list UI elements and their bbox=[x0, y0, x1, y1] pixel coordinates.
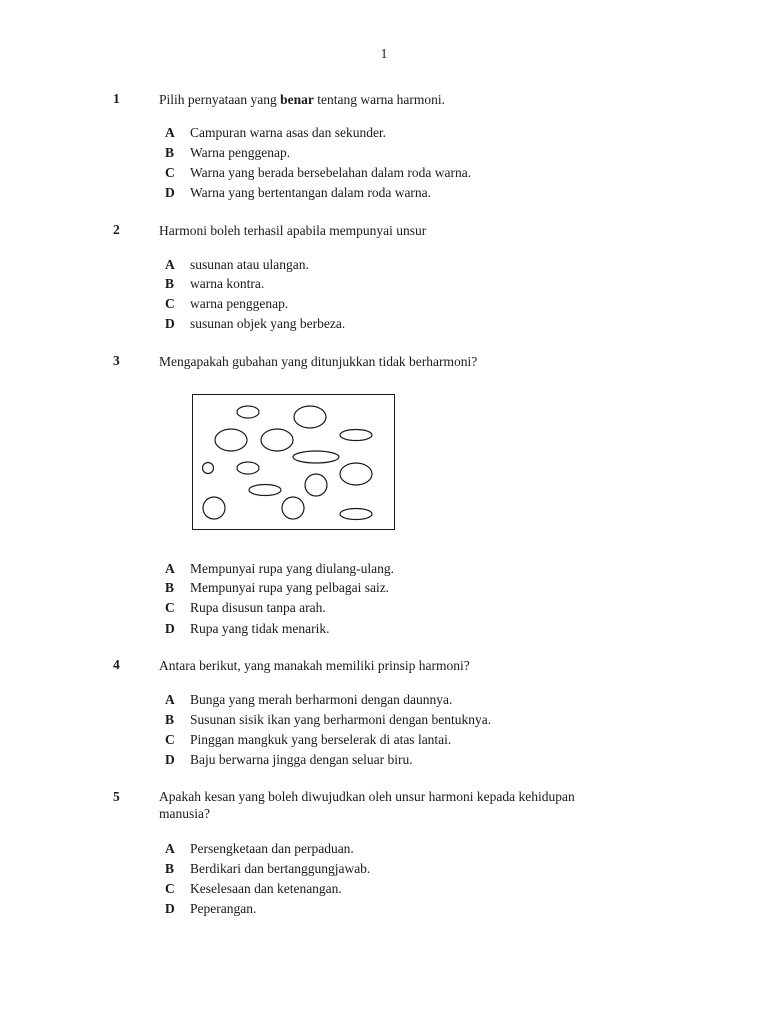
ellipse-shape bbox=[294, 406, 326, 428]
option-letter: A bbox=[165, 841, 175, 856]
question-number: 5 bbox=[113, 789, 120, 804]
option-letter: D bbox=[165, 752, 175, 767]
option-text: Campuran warna asas dan sekunder. bbox=[190, 125, 387, 140]
option-text: Susunan sisik ikan yang berharmoni dengan bentuknya. bbox=[190, 712, 492, 727]
option-text: Warna penggenap. bbox=[190, 145, 291, 160]
option-letter: D bbox=[165, 185, 175, 200]
option-2d[interactable] bbox=[0, 316, 768, 336]
question-stem bbox=[159, 91, 639, 109]
option-3d[interactable] bbox=[0, 621, 768, 641]
option-text: susunan atau ulangan. bbox=[190, 257, 309, 272]
option-letter: B bbox=[165, 276, 175, 291]
option-5b[interactable] bbox=[0, 861, 768, 881]
ellipse-shape bbox=[237, 462, 259, 474]
option-5d[interactable] bbox=[0, 901, 768, 921]
option-letter: A bbox=[165, 257, 175, 272]
question-stem: Antara berikut, yang manakah memiliki prinsip harmoni? bbox=[159, 658, 470, 673]
ellipse-shape bbox=[340, 463, 372, 485]
option-text: susunan objek yang berbeza. bbox=[190, 316, 346, 331]
option-4d[interactable] bbox=[0, 752, 768, 772]
option-text: warna penggenap. bbox=[190, 296, 289, 311]
question-number: 1 bbox=[113, 91, 120, 106]
option-letter: B bbox=[165, 145, 175, 160]
option-letter: A bbox=[165, 692, 175, 707]
option-2b[interactable] bbox=[0, 276, 768, 296]
option-text: Warna yang berada bersebelahan dalam roda warna. bbox=[190, 165, 472, 180]
question-number: 2 bbox=[113, 222, 120, 237]
option-letter: B bbox=[165, 580, 175, 595]
option-text: Mempunyai rupa yang diulang-ulang. bbox=[190, 561, 394, 576]
option-text: Pinggan mangkuk yang berselerak di atas lantai. bbox=[190, 732, 452, 747]
option-letter: D bbox=[165, 621, 175, 636]
option-5c[interactable] bbox=[0, 881, 768, 901]
stem-emphasis: benar bbox=[280, 92, 314, 107]
option-1c[interactable] bbox=[0, 165, 768, 185]
ellipse-shape bbox=[249, 485, 281, 496]
option-letter: D bbox=[165, 316, 175, 331]
ellipse-shape bbox=[293, 451, 339, 463]
option-3c[interactable] bbox=[0, 600, 768, 620]
option-text: Warna yang bertentangan dalam roda warna. bbox=[190, 185, 432, 200]
question-stem: Mengapakah gubahan yang ditunjukkan tidak berharmoni? bbox=[159, 354, 478, 369]
option-3a[interactable] bbox=[0, 561, 768, 581]
option-text: Mempunyai rupa yang pelbagai saiz. bbox=[190, 580, 390, 595]
option-letter: C bbox=[165, 600, 175, 615]
circle-shape bbox=[203, 497, 225, 519]
circle-shape bbox=[203, 463, 214, 474]
option-letter: B bbox=[165, 712, 175, 727]
option-2c[interactable] bbox=[0, 296, 768, 316]
question-stem: Harmoni boleh terhasil apabila mempunyai unsur bbox=[159, 223, 427, 238]
question-number: 4 bbox=[113, 657, 120, 672]
stem-text: tentang warna harmoni. bbox=[313, 92, 446, 107]
stem-text: Pilih pernyataan yang bbox=[159, 92, 281, 107]
option-1b[interactable] bbox=[0, 145, 768, 165]
option-1d[interactable] bbox=[0, 185, 768, 205]
question-number: 3 bbox=[113, 353, 120, 368]
option-text: Rupa yang tidak menarik. bbox=[190, 621, 330, 636]
option-5a[interactable] bbox=[0, 841, 768, 861]
option-letter: C bbox=[165, 732, 175, 747]
option-text: Rupa disusun tanpa arah. bbox=[190, 600, 326, 615]
option-text: Peperangan. bbox=[190, 901, 257, 916]
option-letter: C bbox=[165, 165, 175, 180]
option-letter: C bbox=[165, 881, 175, 896]
option-2a[interactable] bbox=[0, 257, 768, 277]
ellipse-shape bbox=[340, 430, 372, 441]
ellipse-shape bbox=[215, 429, 247, 451]
option-letter: A bbox=[165, 125, 175, 140]
page-number: 1 bbox=[380, 46, 388, 61]
ellipse-shape bbox=[340, 509, 372, 520]
option-4c[interactable] bbox=[0, 732, 768, 752]
stem-line-2: manusia? bbox=[159, 806, 210, 821]
option-text: Keselesaan dan ketenangan. bbox=[190, 881, 342, 896]
option-letter: D bbox=[165, 901, 175, 916]
option-3b[interactable] bbox=[0, 580, 768, 600]
option-text: Berdikari dan bertanggungjawab. bbox=[190, 861, 371, 876]
option-letter: C bbox=[165, 296, 175, 311]
option-text: warna kontra. bbox=[190, 276, 265, 291]
option-4a[interactable] bbox=[0, 692, 768, 712]
option-letter: A bbox=[165, 561, 175, 576]
option-text: Bunga yang merah berharmoni dengan daunnya. bbox=[190, 692, 453, 707]
option-4b[interactable] bbox=[0, 712, 768, 732]
ellipse-shape bbox=[237, 406, 259, 418]
circle-shape bbox=[305, 474, 327, 496]
option-1a[interactable] bbox=[0, 125, 768, 145]
option-letter: B bbox=[165, 861, 175, 876]
stem-line-1: Apakah kesan yang boleh diwujudkan oleh unsur harmoni kepada kehidupan bbox=[159, 789, 575, 804]
option-text: Persengketaan dan perpaduan. bbox=[190, 841, 354, 856]
ellipse-shape bbox=[261, 429, 293, 451]
composition-figure bbox=[192, 394, 395, 530]
option-text: Baju berwarna jingga dengan seluar biru. bbox=[190, 752, 413, 767]
circle-shape bbox=[282, 497, 304, 519]
